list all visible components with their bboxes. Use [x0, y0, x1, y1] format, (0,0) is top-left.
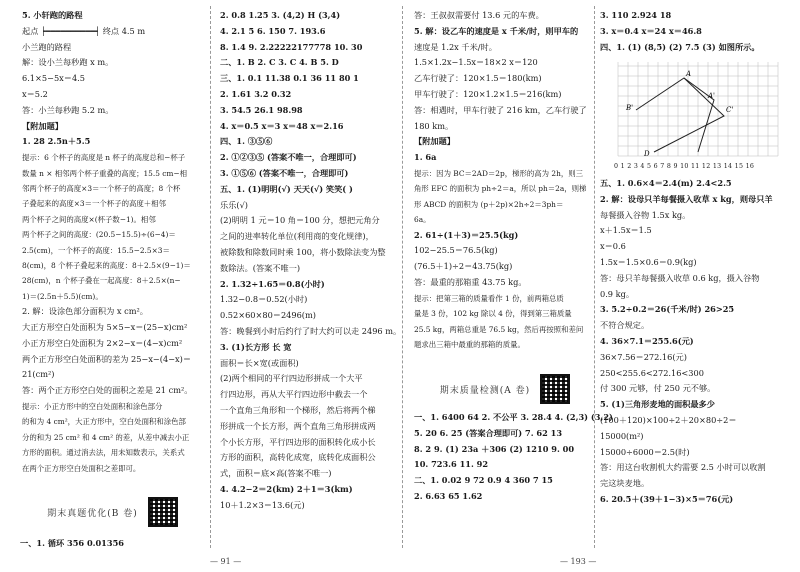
- column-4-answers: [600, 176, 796, 508]
- text-line: 5. (1)三角形麦地的面积最多少: [600, 399, 715, 410]
- text-line: 2. 1.32÷1.65＝0.8(小时): [220, 278, 325, 289]
- text-line: 3. 54.5 26.1 98.98: [220, 104, 303, 115]
- text-line: 角形 EFC 的面积为 ph÷2＝a，所以 ph＝2a，则梯: [414, 184, 587, 194]
- text-line: 四、1. (1) (8,5) (2) 7.5 (3) 如图所示。: [600, 41, 760, 52]
- text-line: 四、1. ③⑤⑥: [220, 136, 273, 147]
- text-line: 个小长方形，平行四边形的面积转化成小长: [220, 436, 376, 447]
- text-line: 两个杯子之间的高度×(杯子数−1)。相邻: [22, 214, 156, 224]
- text-line: 2. 0.8 1.25 3. (4,2) H (3,4): [220, 10, 341, 20]
- text-line: 三、1. 0.1 11.38 0.1 36 11 80 1: [220, 73, 359, 84]
- text-line: 4. 2.1 5 6. 150 7. 193.6: [220, 25, 326, 36]
- text-line: 1.5x＝1.5×0.6＝0.9(kg): [600, 256, 697, 267]
- text-line: 一、1. 6400 64 2. 不公平 3. 28.4 4. (2,3) (3,2): [414, 412, 613, 422]
- text-line: 题求出三箱中最重的那箱的质量。: [414, 340, 525, 349]
- text-line: 答：晚餐到小时后约行了时大约可以走 2496 m。: [220, 325, 402, 336]
- quad-abcd: [636, 78, 724, 152]
- text-line: 两个杯子之间的高度：(20.5−15.5)÷(6−4)＝: [22, 230, 176, 240]
- text-line: 1.5×1.2x−1.5x＝18×2 x＝120: [414, 57, 538, 68]
- text-line: (100＋120)×100÷2＋20×80÷2＝: [600, 414, 737, 425]
- label-d: D: [644, 150, 650, 158]
- text-line: 28(cm)，n 个杯子叠在一起高度：8＋2.5×(n−: [22, 276, 181, 286]
- text-line: 2. 1.61 3.2 0.32: [220, 88, 292, 99]
- text-line: 2. 解：设涂色部分面积为 x cm²。: [22, 306, 148, 317]
- divider: [594, 6, 595, 548]
- text-line: 【附加题】: [414, 136, 455, 147]
- column-1-last-line: 一、1. 循环 356 0.01356: [20, 538, 124, 548]
- text-line: 5. 20 6. 25 (答案合理即可) 7. 62 13: [414, 427, 563, 438]
- text-line: 一个直角三角形和一个梯形，然后将两个梯: [220, 404, 376, 415]
- text-line: 大正方形空白处面积为 5×5−x＝(25−x)cm²: [22, 322, 188, 333]
- text-line: 答：王叔叔需要付 13.6 元的车费。: [414, 10, 544, 20]
- text-line: 二、1. 0.02 9 72 0.9 4 360 7 15: [414, 475, 553, 486]
- text-line: 方形的面积，高转化成宽，底转化成面积公: [220, 452, 376, 463]
- text-line: 分的和为 25 cm² 和 4 cm² 的差，从差中减去小正: [22, 432, 190, 442]
- text-line: 答：母只羊每餐摄入收草 0.6 kg，摄入谷物: [600, 272, 760, 283]
- text-line: 付 300 元够，付 250 元不够。: [600, 383, 716, 394]
- label-a: A: [686, 70, 692, 78]
- text-line: 每餐摄入谷物 1.5x kg。: [600, 209, 691, 220]
- text-line: 2. 61÷(1＋3)＝25.5(kg): [414, 229, 519, 240]
- text-line: 15000÷6000＝2.5(时): [600, 446, 690, 457]
- text-line: 180 km。: [414, 120, 454, 131]
- qr-code-icon: [540, 374, 570, 404]
- divider: [402, 6, 403, 548]
- banner-title-1: 期末真题优化(B 卷): [47, 508, 138, 519]
- text-line: 答：最重的那箱重 43.75 kg。: [414, 276, 527, 287]
- text-line: 被除数和除数同时乘 100，将小数除法变为整: [220, 246, 386, 257]
- text-line: 250<255.6<272.16<300: [600, 367, 704, 378]
- text-line: 子叠起来的高度×3＝一个杯子的高度＋相邻: [22, 199, 166, 209]
- text-line: 36×7.56＝272.16(元): [600, 351, 687, 362]
- text-line: 8. 1.4 9. 2.22222177778 10. 30: [220, 41, 363, 52]
- text-line: 形拼成一个长方形，两个直角三角形拼成两: [220, 420, 376, 431]
- label-ap: A': [708, 92, 715, 100]
- text-line: 乙车行驶了：120×1.5＝180(km): [414, 73, 542, 84]
- text-line: 25.5 kg，两箱总重是 76.5 kg，然后再按照和差问: [414, 324, 584, 334]
- text-line: 起点 ┝━━━━━━━━━━┥ 终点 4.5 m: [22, 25, 146, 36]
- text-line: 五、1. (1)明明(√) 天天(√) 笑笑( ): [220, 183, 353, 194]
- text-line: 6a。: [414, 215, 431, 225]
- text-line: 答：小兰每秒跑 5.2 m。: [22, 104, 114, 115]
- text-line: 1.32−0.8＝0.52(小时): [220, 294, 308, 305]
- text-line: 量是 3 份，102 kg 除以 4 份，得到第三箱质量: [414, 309, 572, 319]
- text-line: 4. 36×7.1＝255.6(元): [600, 335, 694, 346]
- label-b: B': [626, 104, 634, 112]
- text-line: 3. (1)长方形 长 宽: [220, 341, 292, 352]
- text-line: 数除法。(答案不唯一): [220, 262, 301, 273]
- text-line: 提示：因为 BC＝2AD＝2p，梯形的高为 2h，则三: [414, 168, 584, 178]
- text-line: 6. 20.5＋(39＋1−3)×5＝76(元): [600, 493, 734, 504]
- page-number-193: — 193 —: [560, 557, 597, 566]
- text-line: 10＋1.2×3＝13.6(元): [220, 499, 305, 510]
- column-3-banner: [420, 374, 590, 404]
- grid-svg: [614, 60, 786, 162]
- text-line: 方形的面积。通过消去法，用未知数表示，关系式: [22, 448, 185, 458]
- label-c: C': [726, 106, 734, 114]
- qr-code-icon: [148, 497, 178, 527]
- text-line: 邻两个杯子的高度×3＝一个杯子的高度；8 个杯: [22, 183, 181, 193]
- text-line: 0.9 kg。: [600, 288, 635, 299]
- text-line: 提示：6 个杯子的高度是 n 杯子的高度总和−杯子: [22, 153, 186, 163]
- text-line: 提示：把第三箱的质量看作 1 份，前两箱总质: [414, 293, 564, 303]
- text-line: 乐乐(√): [220, 199, 248, 210]
- text-line: 答：用这台收割机大约需要 2.5 小时可以收割: [600, 462, 766, 473]
- text-line: 二、1. B 2. C 3. C 4. B 5. D: [220, 57, 339, 68]
- divider: [210, 6, 211, 548]
- text-line: 21(cm²): [22, 369, 55, 380]
- text-line: 的和为 4 cm²，大正方形中，空白处面积和涂色部: [22, 417, 186, 427]
- text-line: 102−25.5＝76.5(kg): [414, 245, 498, 256]
- text-line: 10. 723.6 11. 92: [414, 459, 489, 470]
- text-line: 3. ①⑤⑥ (答案不唯一，合理即可): [220, 167, 349, 178]
- text-line: 行四边形，再从大平行四边形中截去一个: [220, 389, 368, 400]
- text-line: 面积＝长×宽(或面积): [220, 357, 299, 368]
- column-1-banner: [30, 497, 195, 527]
- text-line: 提示：小正方形中的空白处面积和涂色部分: [22, 402, 163, 412]
- text-line: 2. 6.63 65 1.62: [414, 490, 483, 501]
- text-line: 4. x＝0.5 x＝3 x＝48 x＝2.16: [220, 120, 344, 131]
- text-line: 五、1. 0.6×4＝2.4(m) 2.4<2.5: [600, 178, 732, 188]
- column-2: [220, 8, 400, 514]
- text-line: 5. 小轩跑的路程: [22, 10, 83, 20]
- coordinate-grid: [614, 60, 786, 170]
- text-line: 两个正方形空白处面积的差为 25−x−(4−x)＝: [22, 353, 192, 364]
- text-line: 式，面积＝底×高(答案不唯一): [220, 468, 332, 479]
- column-3-answers: [414, 410, 613, 505]
- text-line: 3. 5.2÷0.2＝26(千米/时) 26>25: [600, 304, 735, 315]
- text-line: 1. 6a: [414, 152, 437, 163]
- text-line: 4. 4.2−2＝2(km) 2＋1＝3(km): [220, 483, 353, 494]
- text-line: 0.52×60×80＝2496(m): [220, 310, 316, 321]
- text-line: 1)＝(2.5n＋5.5)(cm)。: [22, 291, 103, 301]
- text-line: 数量 n × 相邻两个杯子重叠的高度；15.5 cm−相: [22, 168, 188, 178]
- text-line: 3. 110 2.924 18: [600, 10, 672, 20]
- quad-transformed: [684, 78, 714, 152]
- text-line: 速度是 1.2x 千米/时。: [414, 41, 497, 52]
- text-line: x＝0.6: [600, 241, 626, 252]
- text-line: 在两个正方形空白处面积之差即可。: [22, 463, 141, 473]
- text-line: 8. 2 9. (1) 23a ＋306 (2) 1210 9. 00: [414, 443, 575, 454]
- text-line: 5. 解：设乙车的速度是 x 千米/时，则甲车的: [414, 25, 579, 36]
- text-line: 小兰跑的路程: [22, 41, 72, 52]
- text-line: 答：相遇时，甲车行驶了 216 km，乙车行驶了: [414, 104, 587, 115]
- text-line: 6.1×5−5x＝4.5: [22, 73, 85, 84]
- text-line: 2. 解：设母只羊每餐摄入收草 x kg，则母只羊: [600, 193, 773, 204]
- banner-title-2: 期末质量检测(A 卷): [439, 385, 531, 396]
- text-line: 之间的进率转化单位(利用商的变化规律)，: [220, 231, 374, 242]
- text-line: x＝5.2: [22, 88, 48, 99]
- text-line: (2)两个相同的平行四边形拼成一个大平: [220, 373, 363, 384]
- text-line: 小正方形空白处面积为 2×2−x＝(4−x)cm²: [22, 337, 183, 348]
- text-line: 完这块麦地。: [600, 478, 650, 489]
- text-line: 2. ①②③⑤ (答案不唯一，合理即可): [220, 152, 357, 163]
- text-line: 答：两个正方形空白处的面积之差是 21 cm²。: [22, 385, 193, 396]
- column-3: [414, 8, 592, 352]
- text-line: 8(cm)，8 个杯子叠起来的高度：8＋2.5×(9−1)＝: [22, 261, 191, 271]
- text-line: (2)明明 1 元＝10 角＝100 分，想把元角分: [220, 215, 380, 226]
- text-line: 形 ABCD 的面积为 (p＋2p)×2h÷2＝3ph＝: [414, 199, 564, 209]
- text-line: 1. 28 2.5n＋5.5: [22, 136, 91, 147]
- page-number-91: — 91 —: [210, 557, 242, 566]
- text-line: 不符合规定。: [600, 320, 650, 331]
- column-1: [22, 8, 200, 476]
- text-line: (76.5＋1)÷2＝43.75(kg): [414, 261, 513, 272]
- x-axis-labels: 0 1 2 3 4 5 6 7 8 9 10 11 12 13 14 15 16: [614, 163, 755, 170]
- text-line: 甲车行驶了：120×1.2×1.5＝216(km): [414, 88, 562, 99]
- text-line: 解：设小兰每秒跑 x m。: [22, 57, 114, 68]
- text-line: 2.5(cm)，一个杯子的高度：15.5−2.5×3＝: [22, 245, 170, 255]
- column-4: [600, 8, 796, 55]
- text-line: x＋1.5x＝1.5: [600, 225, 652, 236]
- text-line: 3. x＝0.4 x＝24 x＝46.8: [600, 25, 702, 36]
- text-line: 15000(m²): [600, 430, 644, 441]
- text-line: 【附加题】: [22, 120, 63, 131]
